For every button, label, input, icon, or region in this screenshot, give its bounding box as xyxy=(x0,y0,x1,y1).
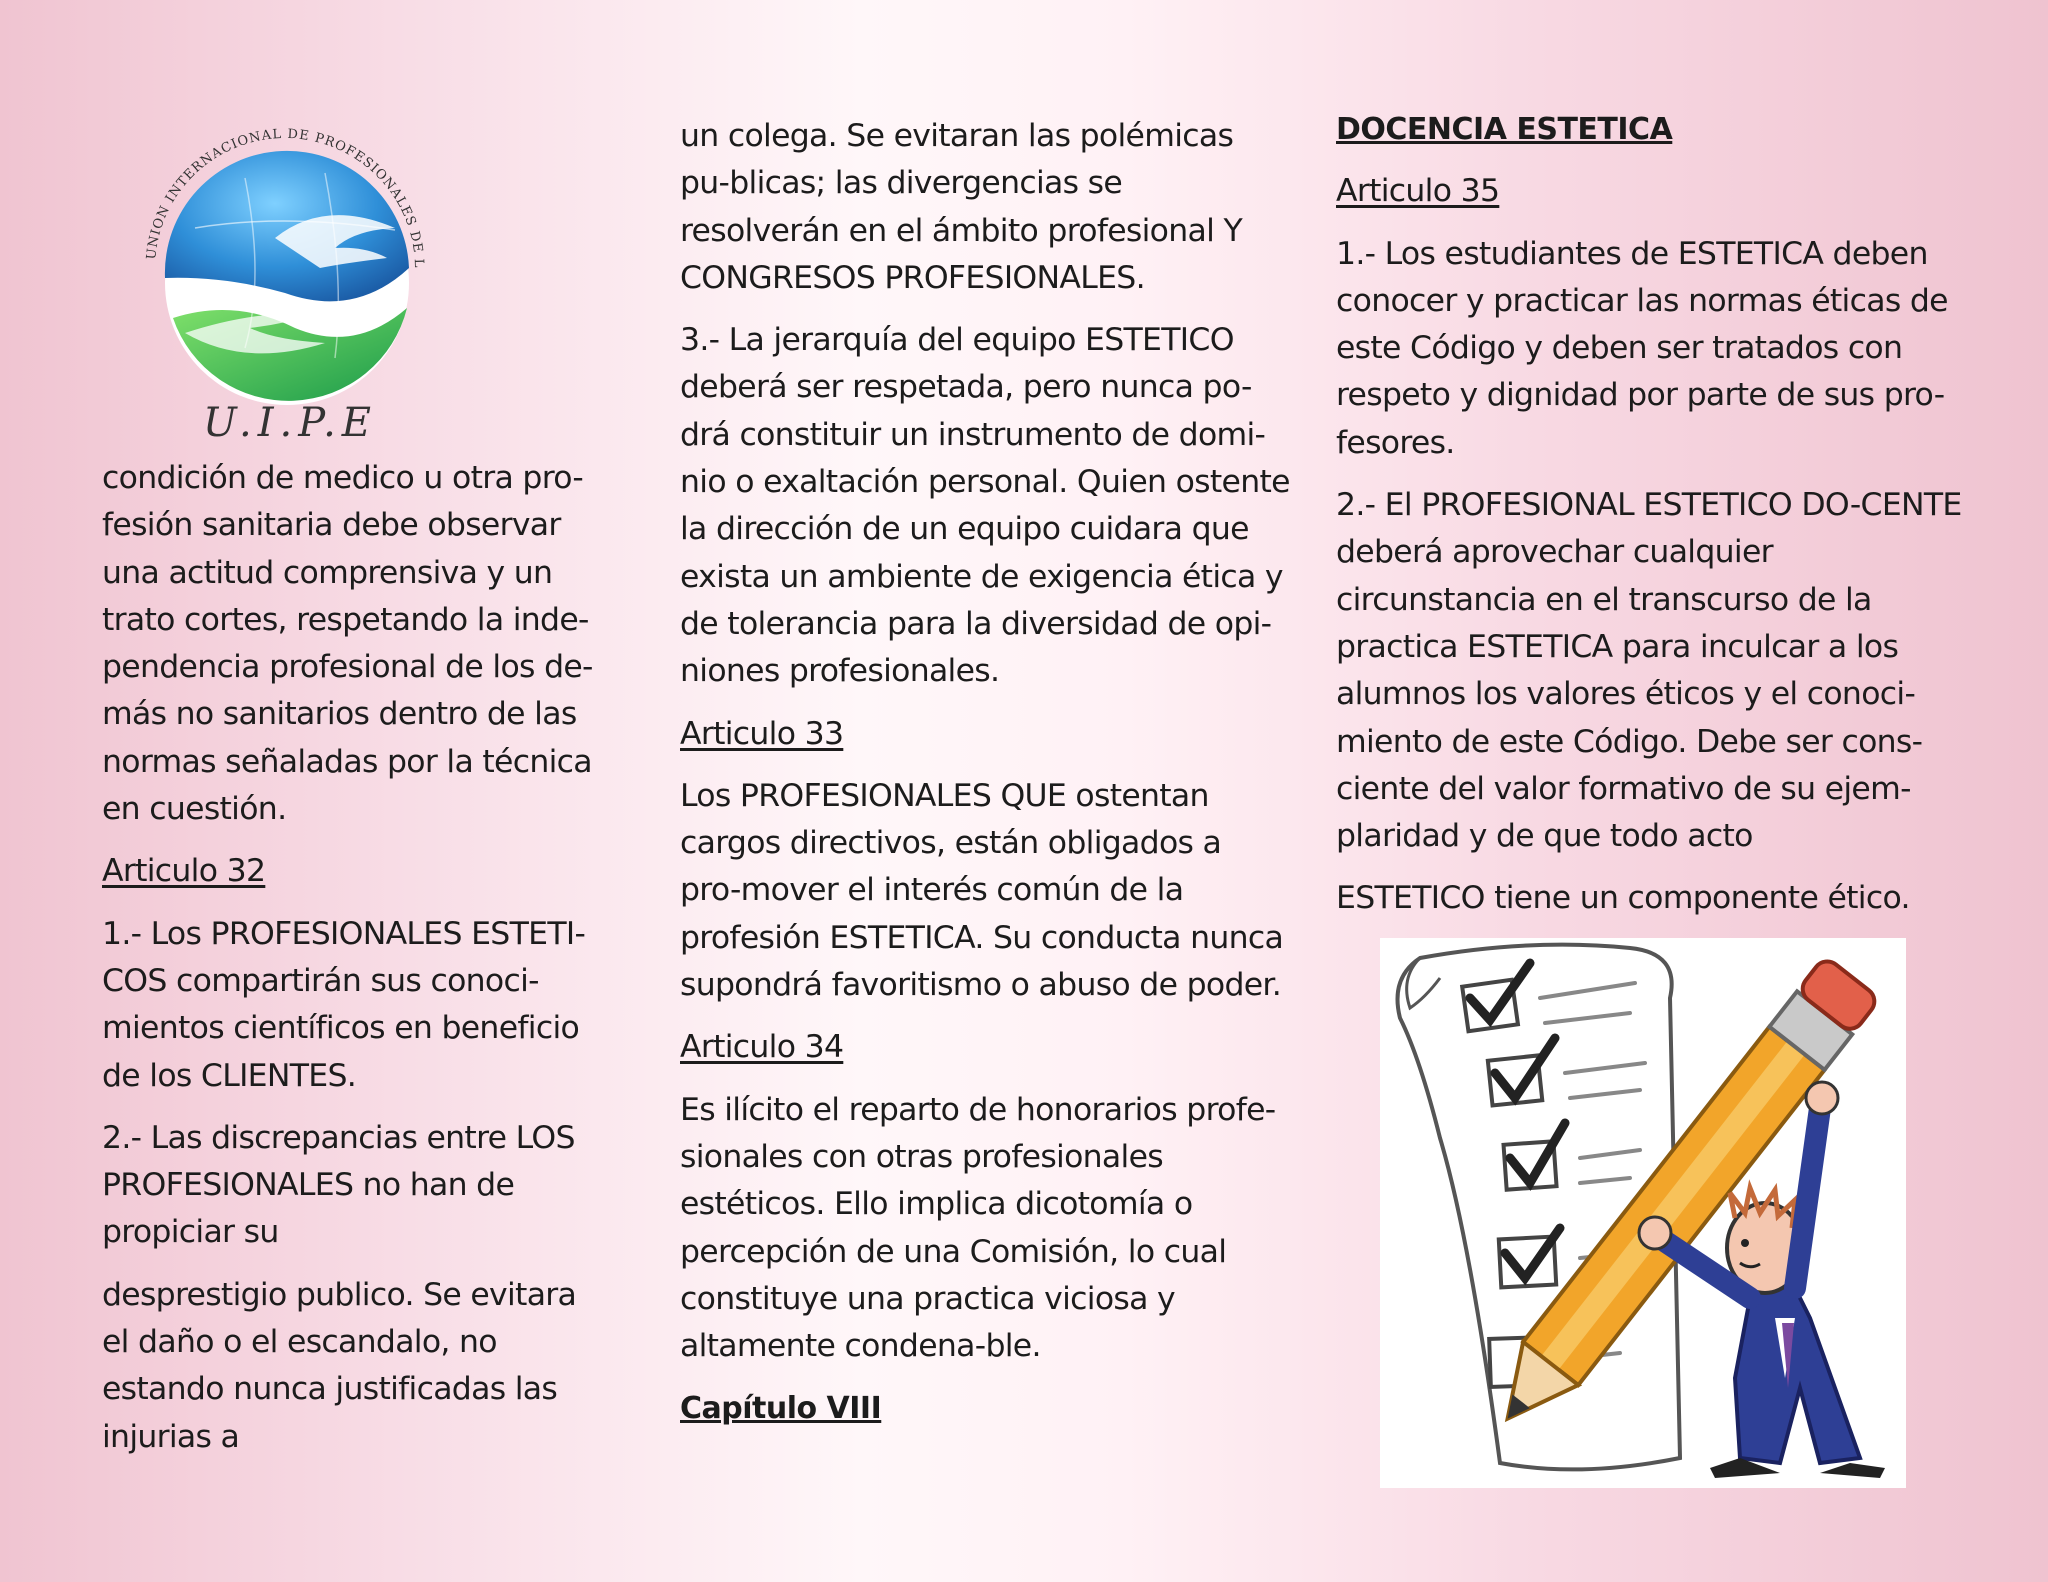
pencil-checklist-icon xyxy=(1380,938,1906,1488)
left-column xyxy=(102,455,612,1476)
checklist-illustration xyxy=(1380,938,1906,1488)
article-32-item-2: 2.- Las discrepancias entre LOS PROFESIONALES no han de propiciar su xyxy=(102,1119,575,1251)
article-35-item-2-continued: ESTETICO tiene un componente ético. xyxy=(1336,880,1910,917)
article-35-heading: Articulo 35 xyxy=(1336,173,1500,210)
article-33-text: Los PROFESIONALES QUE ostentan cargos directivos, están obligados a pro-mover el interés común de la profesión ESTETICA. Su conducta nunca supondrá favoritismo o abuso de poder. xyxy=(680,777,1284,1004)
uipe-logo xyxy=(125,118,455,448)
right-column xyxy=(1336,106,1966,938)
article-35-item-1: 1.- Los estudiantes de ESTETICA deben conocer y practicar las normas éticas de este Código y deben ser tratados con respeto y dignidad por parte de sus pro-fesores. xyxy=(1336,235,1948,461)
paragraph: un colega. Se evitaran las polémicas pu-blicas; las divergencias se resolverán en el ámbito profesional Y CONGRESOS PROFESIONALES. xyxy=(680,118,1243,296)
article-32-heading: Articulo 32 xyxy=(102,853,266,890)
article-32-item-1: 1.- Los PROFESIONALES ESTETI-COS compartirán sus conoci-mientos científicos en beneficio de los CLIENTES. xyxy=(102,915,586,1094)
article-32-item-2-continued: desprestigio publico. Se evitara el daño o el escandalo, no estando nunca justificadas las injurias a xyxy=(102,1276,577,1455)
section-heading: DOCENCIA ESTETICA xyxy=(1336,112,1673,147)
middle-column xyxy=(680,113,1290,1448)
paragraph: condición de medico u otra pro-fesión sanitaria debe observar una actitud comprensiva y un trato cortes, respetando la inde-pendencia profesional de los de-más no sanitarios dentro de las normas señaladas por la técnica en cuestión. xyxy=(102,460,593,828)
paragraph: 3.- La jerarquía del equipo ESTETICO deberá ser respetada, pero nunca po-drá constituir un instrumento de domi-nio o exaltación personal. Quien ostente la dirección de un equipo cuidara que exista un ambiente de exigencia ética y de tolerancia para la diversidad de opi-niones profesionales. xyxy=(680,322,1290,690)
article-34-heading: Articulo 34 xyxy=(680,1029,844,1066)
logo-acronym: U.I.P.E xyxy=(203,400,377,446)
chapter-heading: Capítulo VIII xyxy=(680,1391,882,1427)
globe-hands-logo-icon xyxy=(125,118,455,448)
logo-ring-text: UNION INTERNACIONAL DE PROFESIONALES DE L xyxy=(144,126,427,269)
article-33-heading: Articulo 33 xyxy=(680,715,844,752)
article-34-text: Es ilícito el reparto de honorarios profe-sionales con otras profesionales estéticos. Ello implica dicotomía o percepción de una Comisión, lo cual constituye una practica viciosa y altamente condena-ble. xyxy=(680,1091,1276,1365)
article-35-item-2: 2.- El PROFESIONAL ESTETICO DO-CENTE deberá aprovechar cualquier circunstancia en el transcurso de la practica ESTETICA para inculcar a los alumnos los valores éticos y el conoci-miento de este Código. Debe ser cons-ciente del valor formativo de su ejem-plaridad y de que todo acto xyxy=(1336,487,1962,855)
